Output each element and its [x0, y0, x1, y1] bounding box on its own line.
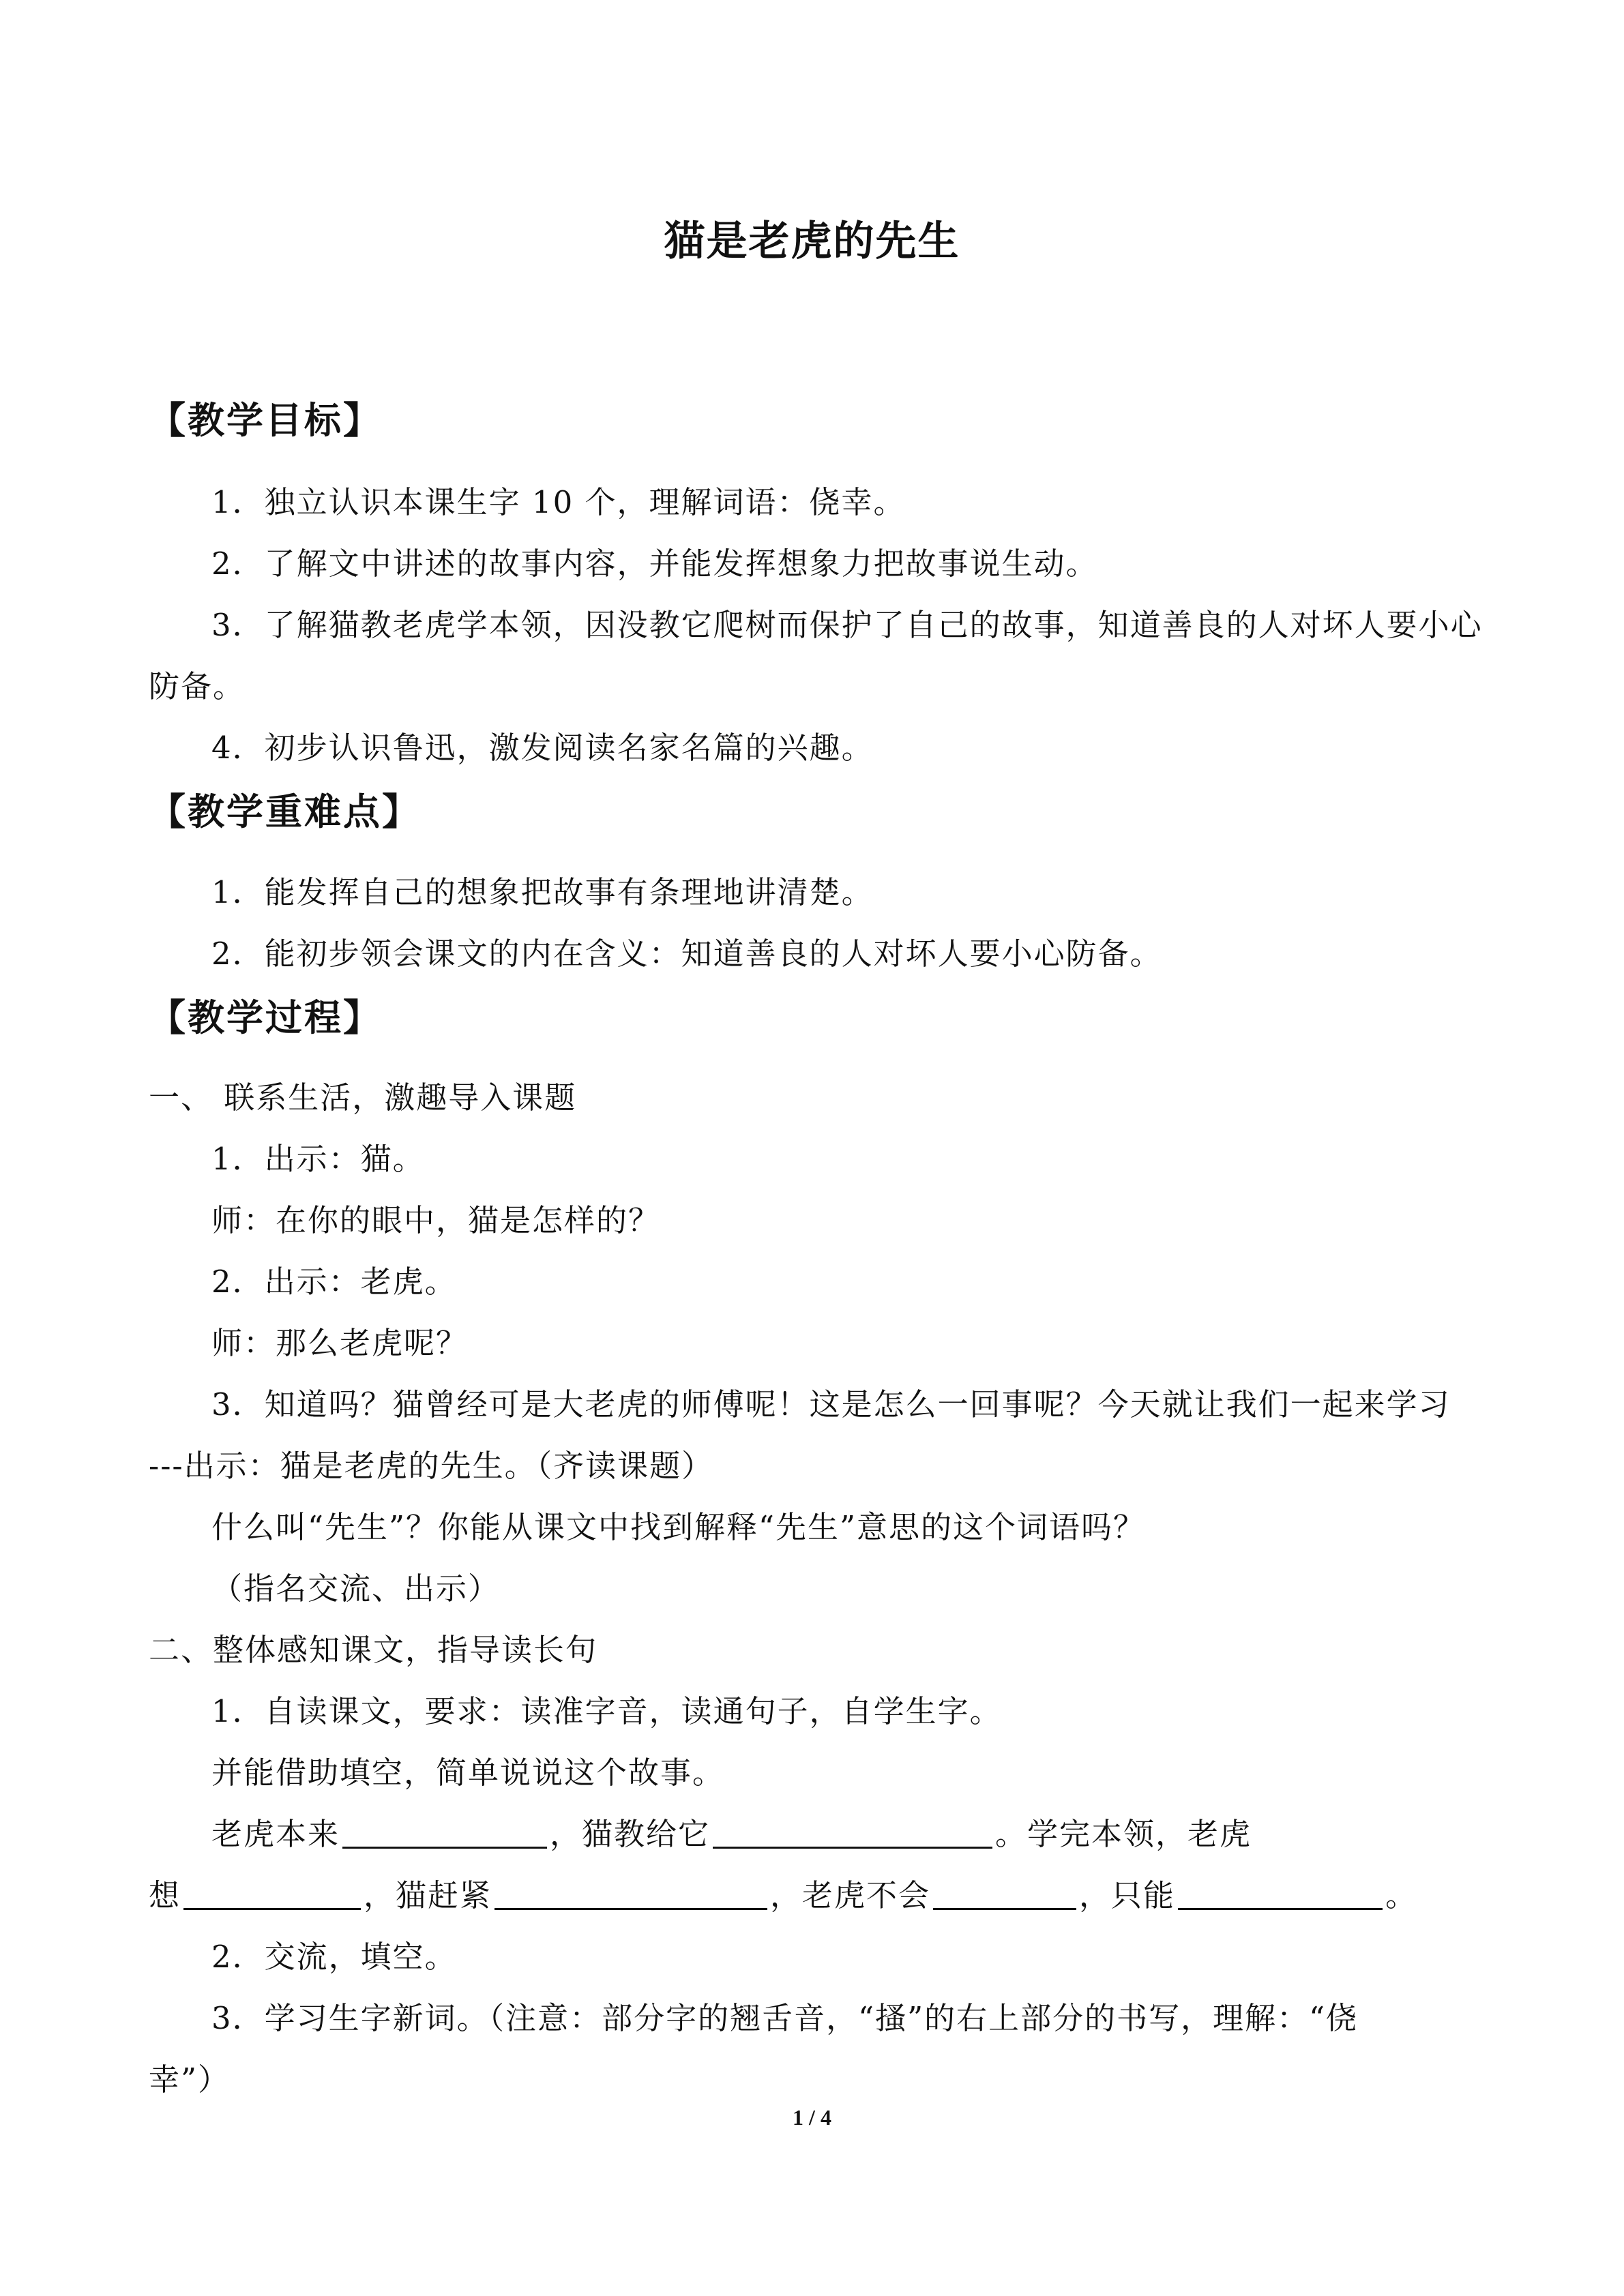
fill-blank[interactable]	[183, 1878, 361, 1910]
goal-item: 3．了解猫教老虎学本领，因没教它爬树而保护了自己的故事，知道善良的人对坏人要小心	[211, 607, 1483, 643]
goal-item-continuation: 防备。	[149, 668, 246, 704]
section-heading-goals: 【教学目标】	[149, 399, 382, 442]
process-line-continuation: 幸”）	[149, 2061, 231, 2098]
difficulty-item: 1．能发挥自己的想象把故事有条理地讲清楚。	[211, 874, 874, 910]
process-line: 3．学习生字新词。（注意：部分字的翘舌音，“搔”的右上部分的书写，理解：“侥	[211, 2000, 1359, 2036]
fill-blank[interactable]	[342, 1817, 547, 1849]
page-number: 1 / 4	[793, 2105, 831, 2130]
goal-item: 4．初步认识鲁迅，激发阅读名家名篇的兴趣。	[211, 730, 874, 766]
process-line: 1．出示：猫。	[211, 1141, 425, 1177]
process-part-title: 一、 联系生活，激趣导入课题	[149, 1079, 577, 1116]
section-heading-difficulties: 【教学重难点】	[149, 790, 421, 833]
section-heading-process: 【教学过程】	[149, 996, 382, 1039]
process-line: 并能借助填空，简单说说这个故事。	[211, 1755, 725, 1791]
process-line: 1．自读课文，要求：读准字音，读通句子，自学生字。	[211, 1693, 1002, 1729]
process-line: ---出示：猫是老虎的先生。（齐读课题）	[149, 1448, 714, 1484]
fill-blank[interactable]	[494, 1878, 767, 1910]
fill-blank[interactable]	[933, 1878, 1076, 1910]
process-line: 什么叫“先生”？你能从课文中找到解释“先生”意思的这个词语吗？	[211, 1509, 1146, 1545]
difficulty-item: 2．能初步领会课文的内在含义：知道善良的人对坏人要小心防备。	[211, 936, 1162, 972]
page-title: 猫是老虎的先生	[664, 218, 960, 265]
fill-blank[interactable]	[1178, 1878, 1383, 1910]
process-line: 师：在你的眼中，猫是怎样的？	[211, 1202, 661, 1238]
process-part-title: 二、整体感知课文，指导读长句	[149, 1632, 598, 1668]
process-line: （指名交流、出示）	[211, 1570, 501, 1607]
process-line: 师：那么老虎呢？	[211, 1325, 469, 1361]
fill-blank[interactable]	[713, 1817, 992, 1849]
process-line: 2．交流，填空。	[211, 1939, 457, 1975]
fill-in-sentence-1: 老虎本来 ，猫教给它 。学完本领，老虎	[211, 1816, 1252, 1852]
process-line: 3．知道吗？猫曾经可是大老虎的师傅呢！这是怎么一回事呢？今天就让我们一起来学习	[211, 1386, 1451, 1422]
goal-item: 1．独立认识本课生字 10 个，理解词语：侥幸。	[211, 484, 906, 520]
fill-in-sentence-2: 想 ，猫赶紧 ，老虎不会 ，只能 。	[149, 1877, 1418, 1913]
process-line: 2．出示：老虎。	[211, 1264, 457, 1300]
goal-item: 2．了解文中讲述的故事内容，并能发挥想象力把故事说生动。	[211, 546, 1098, 582]
